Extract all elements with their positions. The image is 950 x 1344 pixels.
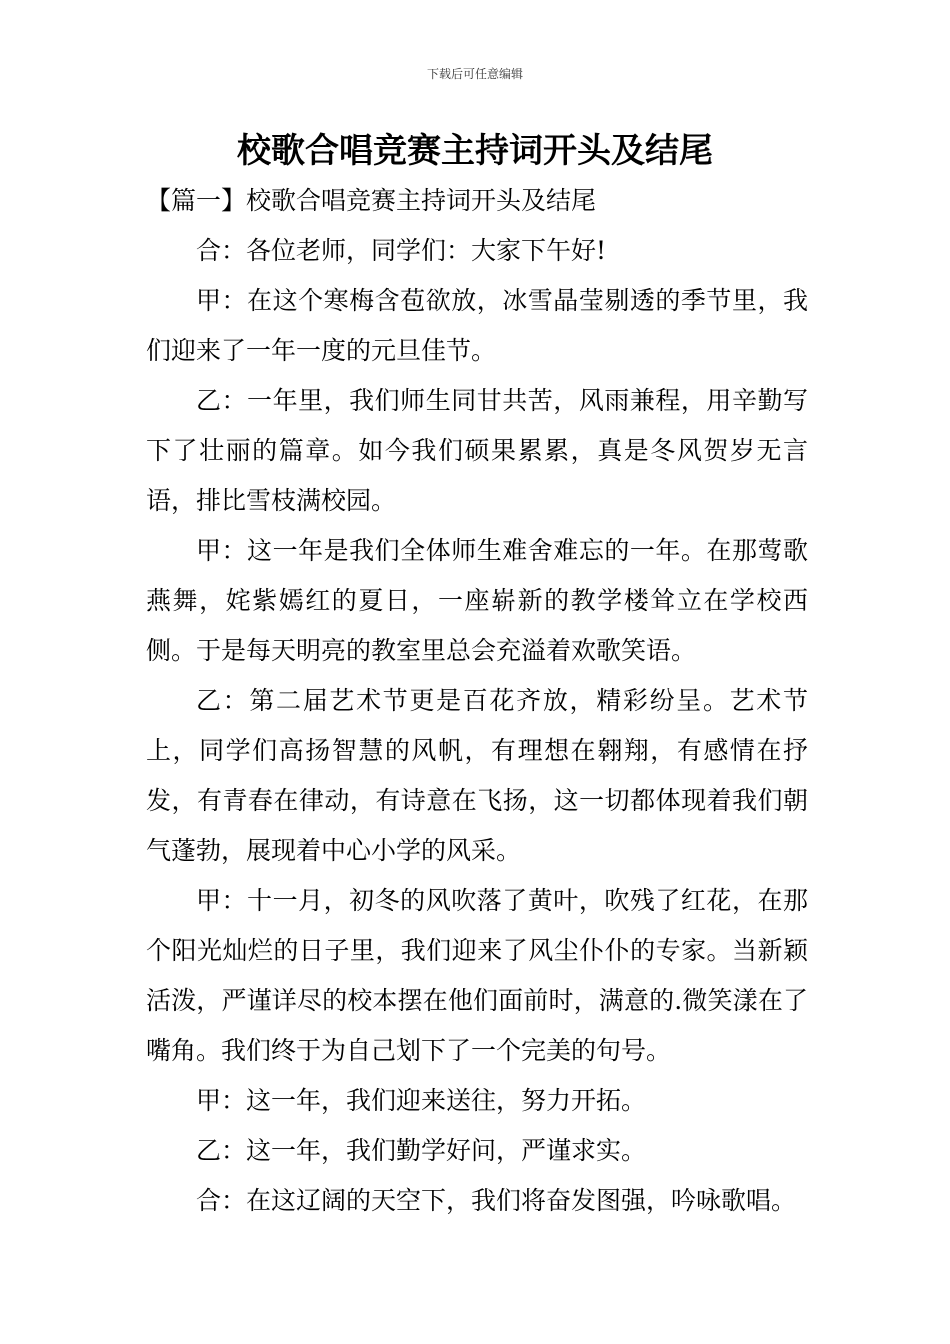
header-note: 下载后可任意编辑 [426, 67, 523, 81]
document-title: 校歌合唱竞赛主持词开头及结尾 [237, 131, 713, 171]
paragraph-yi-3: 乙：这一年，我们勤学好问，严谨求实。 [196, 1136, 647, 1165]
paragraph-jia-2: 甲：这一年是我们全体师生难舍难忘的一年。在那莺歌燕舞，姹紫嫣红的夏日，一座崭新的教学楼耸立在学校西侧。于是每天明亮的教室里总会充溢着欢歌笑语。 [146, 536, 808, 665]
document-body [146, 176, 808, 1226]
section-heading: 【篇一】校歌合唱竞赛主持词开头及结尾 [146, 186, 597, 215]
paragraph-jia-4: 甲：这一年，我们迎来送往，努力开拓。 [196, 1086, 647, 1115]
paragraph-jia-3: 甲：十一月，初冬的风吹落了黄叶，吹残了红花，在那个阳光灿烂的日子里，我们迎来了风尘仆仆的专家。当新颖活泼，严谨详尽的校本摆在他们面前时，满意的.微笑漾在了嘴角。我们终于为自己划下了一个完美的句号。 [146, 886, 808, 1065]
paragraph-together-closing: 合：在这辽阔的天空下，我们将奋发图强，吟咏歌唱。 [196, 1186, 797, 1215]
paragraph-yi-1: 乙：一年里，我们师生同甘共苦，风雨兼程，用辛勤写下了壮丽的篇章。如今我们硕果累累，真是冬风贺岁无言语，排比雪枝满校园。 [146, 386, 808, 515]
paragraph-jia-1: 甲：在这个寒梅含苞欲放，冰雪晶莹剔透的季节里，我们迎来了一年一度的元旦佳节。 [146, 286, 808, 365]
paragraph-yi-2: 乙：第二届艺术节更是百花齐放，精彩纷呈。艺术节上，同学们高扬智慧的风帆，有理想在翱翔，有感情在抒发，有青春在律动，有诗意在飞扬，这一切都体现着我们朝气蓬勃，展现着中心小学的风采。 [146, 686, 808, 865]
paragraph-greeting: 合：各位老师，同学们：大家下午好! [196, 236, 607, 265]
